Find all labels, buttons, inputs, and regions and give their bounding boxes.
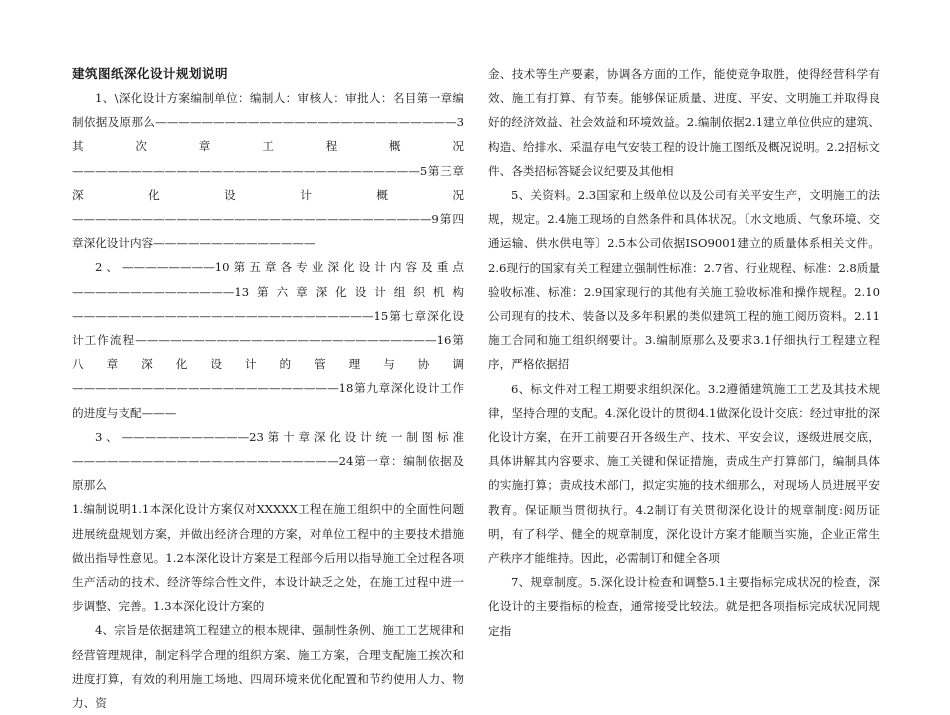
paragraph: 5、关资料。2.3国家和上级单位以及公司有关平安生产，文明施工的法规，规定。2.4施工现场的自然条件和具体状况。〔水文地质、气象环境、交通运输、供水供电等〕2.5本公司依据ISO9001建立的质量体系相关文件。2.6现行的国家有关工程建立强制性标准：2.7省、行业规程、标准：2.8质量验收标准、标准：2.9国家现行的其他有关施工验收标准和操作规程。2.10公司现有的技术、装备以及多年积累的类似建筑工程的施工阅历资料。2.11施工合同和施工组织纲要计。3.编制原那么及要求3.1仔细执行工程建立程序，严格依据招 (488, 188, 880, 372)
paragraph: 1.编制说明1.1本深化设计方案仅对XXXXX工程在施工组织中的全面性问题进展统盘规划方案，并做出经济合理的方案，对单位工程中的主要技术措施做出指导性意见。1.2本深化设计方案是工程部今后用以指导施工全过程各项生产活动的技术、经济等综合性文件，本设计缺乏之处，在施工过程中进一步调整、完善。1.3本深化设计方案的 (72, 502, 464, 614)
paragraph: 金、技术等生产要素，协调各方面的工作，能使竞争取胜，使得经营科学有效、施工有打算、有节奏。能够保证质量、进度、平安、文明施工并取得良好的经济效益、社会效益和环境效益。2.编制依据2.1建立单位供应的建筑、构造、给排水、采温存电气安装工程的设计施工图纸及概况说明。2.2招标文件、各类招标答疑会议纪要及其他相 (488, 67, 880, 178)
paragraph: 4、宗旨是依据建筑工程建立的根本规律、强制性条例、施工工艺规律和经营管理规律，制定科学合理的组织方案、施工方案，合理支配施工挨次和进度打算，有效的利用施工场地、四周环境来优化配置和节约使用人力、物力、资 (72, 623, 464, 711)
paragraph: 1、\深化设计方案编制单位：编制人：审核人：审批人：名目第一章编制依据及原那么——————————————————————————3其次章工程概况——————————————————————————————5第三章深化设计概况———————————————————————————————9第四章深化设计内容—————————————— (72, 91, 464, 251)
left-column (72, 62, 464, 715)
document-title: 建筑图纸深化设计规划说明 (72, 66, 229, 81)
paragraph: 7、规章制度。5.深化设计检查和调整5.1主要指标完成状况的检查，深化设计的主要指标的检查，通常接受比较法。就是把各项指标完成状况同规定指 (488, 575, 880, 638)
right-column (488, 62, 880, 643)
paragraph: 6、标文件对工程工期要求组织深化。3.2遵循建筑施工工艺及其技术规律，坚持合理的支配。4.深化设计的贯彻4.1做深化设计交底：经过审批的深化设计方案，在开工前要召开各级生产、技术、平安会议，逐级进展交底，具体讲解其内容要求、施工关键和保证措施，责成生产打算部门，编制具体的实施打算；责成技术部门，拟定实施的技术细那么，对现场人员进展平安教育。保证顺当贯彻执行。4.2制订有关贯彻深化设计的规章制度:阅历证明，有了科学、健全的规章制度，深化设计方案才能顺当实施，企业正常生产秩序才能维持。因此，必需制订和健全各项 (488, 381, 880, 566)
paragraph: 2、————————10第五章各专业深化设计内容及重点——————————————13第六章深化设计组织机构——————————————————————————15第七章深化设计工作流程——————————————————————————16第八章深化设计的管理与协调———————————————————————18第九章深化设计工作的进度与支配——— (72, 260, 464, 420)
paragraph: 3、———————————23第十章深化设计统一制图标准———————————————————————24第一章：编制依据及原那么 (72, 429, 464, 493)
